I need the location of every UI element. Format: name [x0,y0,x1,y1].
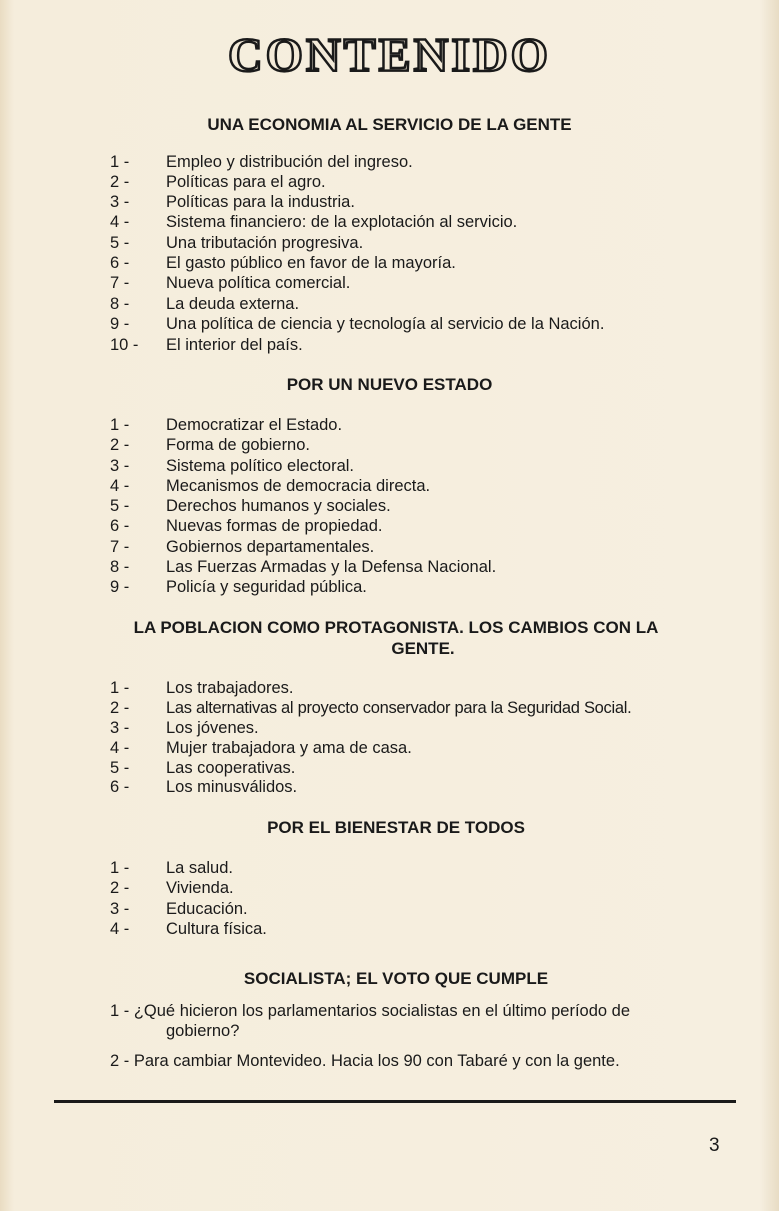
page-title: CONTENIDO [227,29,552,82]
section-heading-economia: UNA ECONOMIA AL SERVICIO DE LA GENTE [207,115,572,134]
list-item: 1 - ¿Qué hicieron los parlamentarios socialistas en el último período de [110,1002,631,1020]
section-heading-estado: POR UN NUEVO ESTADO [286,375,493,394]
section-heading-bienestar: POR EL BIENESTAR DE TODOS [267,818,525,837]
section-heading-socialista: SOCIALISTA; EL VOTO QUE CUMPLE [243,969,549,988]
list-item-continuation: gobierno? [166,1022,240,1040]
page-number: 3 [709,1135,720,1156]
section-heading-poblacion-line2: GENTE. [391,639,455,658]
section-heading-poblacion: LA POBLACION COMO PROTAGONISTA. LOS CAMBIOS CON LA [133,618,659,637]
list-item: 2 - Para cambiar Montevideo. Hacia los 90 con Tabaré y con la gente. [110,1052,620,1070]
footer-divider [54,1100,736,1103]
document-page: CONTENIDO UNA ECONOMIA AL SERVICIO DE LA GENTE 1 - Empleo y distribución del ingreso. 2 - Políticas para el agro. 3 - Políticas para la industria. 4 - Sistema financiero: de la explotación al servicio. 5 - Una tributación progresiva. 6 - El gasto público en favor de la mayoría. 7 - Nueva política comercial. 8 - La deuda externa. 9 - Una política de ciencia y tecnología al servicio de la Nación. 10 - El interior del país. POR UN NUEVO ESTADO 1 - Democratizar el Estado. 2 - Forma de gobierno. 3 - Sistema político electoral. 4 - Mecanismos de democracia directa. 5 - Derechos humanos y sociales. 6 - Nuevas formas de propiedad. 7 - Gobiernos departamentales. 8 - Las Fuerzas Armadas y la Defensa Nacional. 9 - Policía y seguridad pública. LA POBLACION COMO PROTAGONISTA. LOS CAMBIOS CON LA GENTE. 1 - Los trabajadores. 2 - Las alternativas al proyecto conservador para la Seguridad Social. 3 - Los jóvenes. 4 - Mujer trabajadora y ama de casa. 5 - Las cooperativas. 6 - Los minusválidos. POR EL BIENESTAR DE TODOS 1 - La salud. 2 - Vivienda. 3 - Educación. 4 - Cultura física. SOCIALISTA; EL VOTO QUE CUMPLE 1 - ¿Qué hicieron los parlamentarios socialistas en el último período de gobierno? 2 - Para cambiar Montevideo. Hacia los 90 con Tabaré y con la gente. 3 [0,0,779,1211]
